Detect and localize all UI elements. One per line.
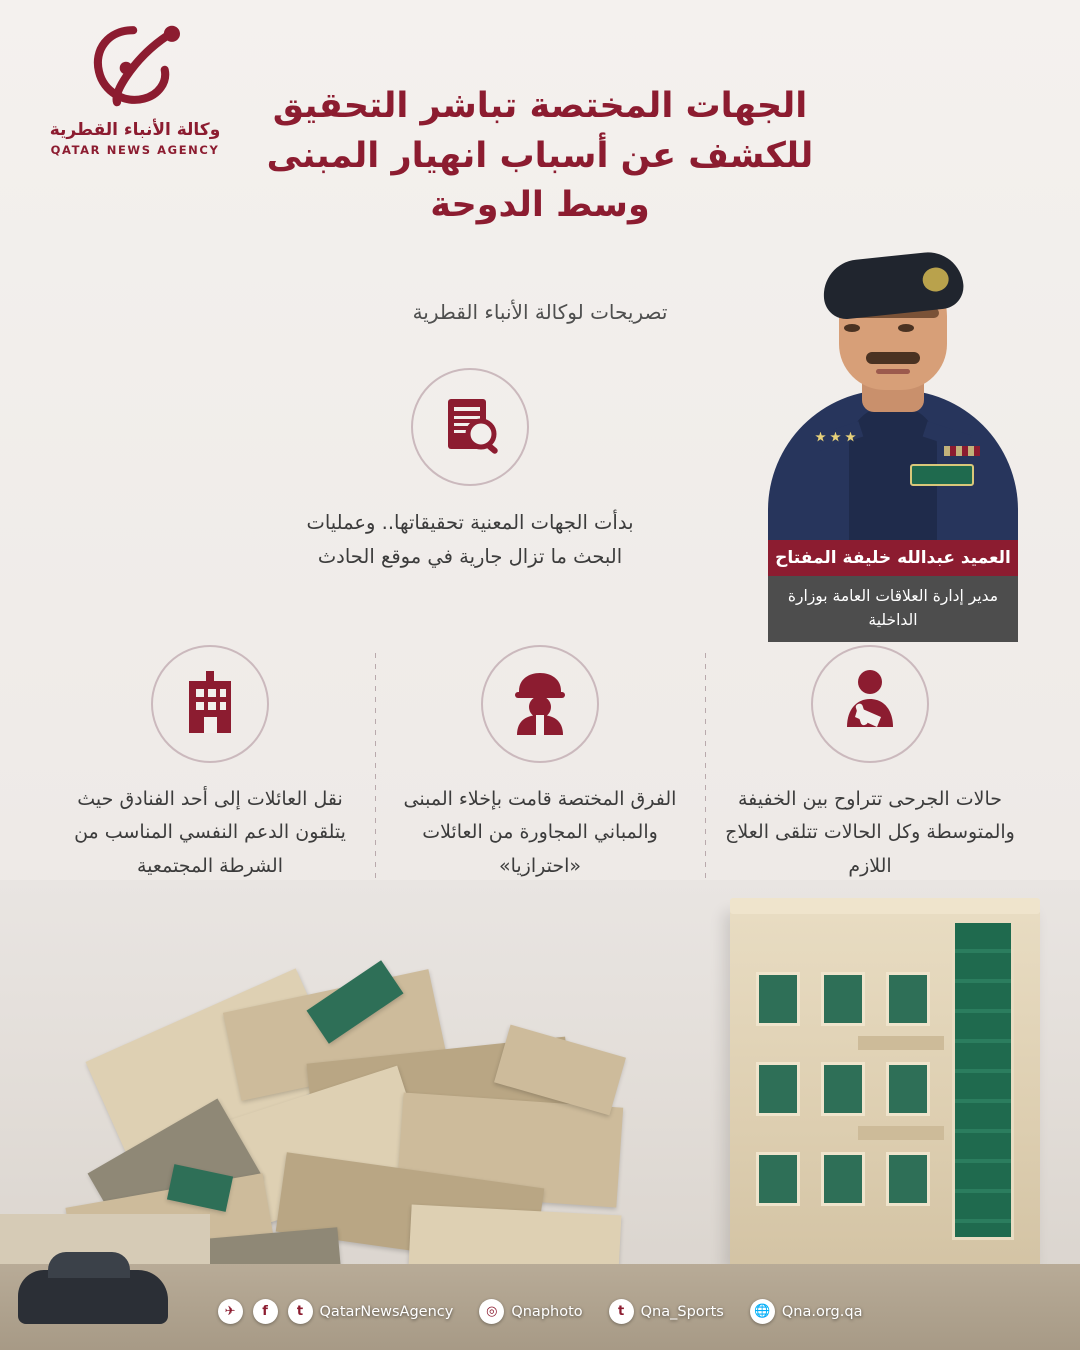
qna-logo-icon <box>81 22 189 114</box>
telegram-icon[interactable]: ✈ <box>218 1299 243 1324</box>
divider <box>705 653 706 913</box>
collapsed-building-photo <box>0 880 1080 1350</box>
statement-text: نقل العائلات إلى أحد الفنادق حيث يتلقون الدعم النفسي المناسب من الشرطة المجتمعية <box>74 788 346 877</box>
injured-person-icon <box>811 645 929 763</box>
social-handle: Qna_Sports <box>640 1303 724 1320</box>
statement-injuries <box>720 645 1020 883</box>
logo-name-ar: وكالة الأنباء القطرية <box>49 120 221 140</box>
statement-hotel <box>60 645 360 883</box>
statement-text: حالات الجرحى تتراوح بين الخفيفة والمتوسطة وكل الحالات تتلقى العلاج اللازم <box>725 788 1015 877</box>
divider <box>375 653 376 913</box>
social-handle: Qna.org.qa <box>781 1303 863 1320</box>
firefighter-icon <box>481 645 599 763</box>
social-telegram[interactable] <box>218 1299 243 1324</box>
twitter-icon-2[interactable]: t <box>609 1299 634 1324</box>
document-magnifier-icon <box>411 368 529 486</box>
social-twitter[interactable] <box>288 1299 454 1324</box>
statement-evacuation <box>390 645 690 883</box>
page-subtitle: تصريحات لوكالة الأنباء القطرية <box>412 300 668 324</box>
hotel-building-icon <box>151 645 269 763</box>
statement-text: بدأت الجهات المعنية تحقيقاتها.. وعمليات البحث ما تزال جارية في موقع الحادث <box>306 511 634 569</box>
qna-logo <box>30 22 240 157</box>
social-handle: Qnaphoto <box>511 1303 583 1320</box>
social-bar <box>0 1299 1080 1324</box>
social-website[interactable] <box>750 1299 863 1324</box>
social-facebook[interactable] <box>253 1299 278 1324</box>
statement-investigation <box>290 368 650 574</box>
twitter-icon[interactable]: t <box>288 1299 313 1324</box>
facebook-icon[interactable]: f <box>253 1299 278 1324</box>
instagram-icon[interactable]: ◎ <box>479 1299 504 1324</box>
globe-icon[interactable]: 🌐 <box>750 1299 775 1324</box>
logo-name-en: QATAR NEWS AGENCY <box>50 143 220 157</box>
officer-card <box>768 250 1018 642</box>
standing-building <box>730 912 1040 1272</box>
officer-role: مدير إدارة العلاقات العامة بوزارة الداخلية <box>768 576 1018 642</box>
social-handle: QatarNewsAgency <box>319 1303 454 1320</box>
avatar <box>768 250 1018 540</box>
page-title: الجهات المختصة تباشر التحقيق للكشف عن أسباب انهيار المبنى وسط الدوحة <box>266 86 814 226</box>
officer-name: العميد عبدالله خليفة المفتاح <box>768 540 1018 576</box>
statement-text: الفرق المختصة قامت بإخلاء المبنى والمباني المجاورة من العائلات «احترازيا» <box>403 788 677 877</box>
social-twitter-sports[interactable] <box>609 1299 724 1324</box>
statements-row <box>60 645 1020 913</box>
social-instagram[interactable] <box>479 1299 582 1324</box>
